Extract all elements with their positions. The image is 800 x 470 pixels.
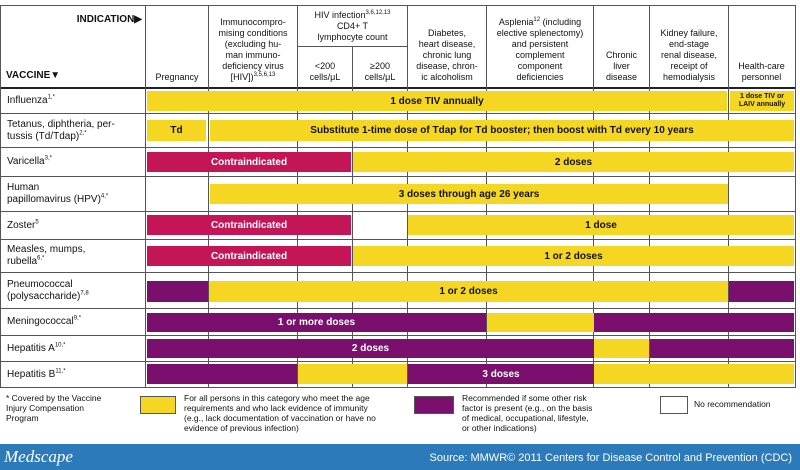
- bar-hepa: 2 doses: [147, 339, 594, 358]
- bar-hepa-rest: [650, 339, 794, 358]
- legend-none-text: No recommendation: [694, 399, 771, 409]
- grid-line: [0, 387, 796, 388]
- bar-pneumo: 1 or 2 doses: [209, 281, 728, 302]
- bar-influenza: 1 dose TIV annually: [147, 91, 727, 111]
- row-hepa-label: Hepatitis $A^{10,*}$: [7, 342, 66, 354]
- row-influenza-label: Influenza$^{1,*}$: [7, 94, 55, 106]
- row-mening-label: Meningococcal$^{9,*}$: [7, 315, 82, 327]
- bar-hepb-rest: [594, 364, 794, 384]
- bar-zoster-contra: Contraindicated: [147, 215, 351, 235]
- grid-line: [298, 46, 408, 47]
- row-tdap-label: Tetanus, diphtheria, per- tussis (Td/Tdap)$^{2,*}$: [7, 118, 115, 142]
- grid-line: [145, 5, 146, 387]
- col-immuno: Immunocompro- mising conditions (excluding hu- man immuno- deficiency virus [HIV])$^{3,5,6,13}$: [218, 17, 288, 82]
- row-pneumo-label: Pneumococcal (polysaccharide)$^{7,8}$: [7, 278, 89, 302]
- legend-yellow-swatch: [140, 396, 176, 414]
- bar-varicella-contra: Contraindicated: [147, 152, 351, 172]
- col-hiv-ge200: ≥200 cells/μL: [364, 61, 396, 82]
- bar-hpv: 3 doses through age 26 years: [210, 184, 728, 204]
- bar-pneumo-preg: [147, 281, 208, 302]
- row-hpv-label: Human papillomavirus (HPV)$^{4,*}$: [7, 182, 109, 205]
- medscape-logo[interactable]: Medscape: [4, 447, 73, 466]
- bar-hepb-hiv: [298, 364, 407, 384]
- bar-mening-rest: [594, 313, 794, 332]
- bar-mening: 1 or more doses: [147, 313, 486, 332]
- source-credit: Source: MMWR© 2011 Centers for Disease Control and Prevention (CDC): [429, 452, 792, 464]
- bar-hepb: 3 doses: [408, 364, 594, 384]
- bar-tdap: Substitute 1-time dose of Tdap for Td booster; then boost with Td every 10 years: [210, 120, 794, 141]
- col-asplenia: Asplenia$^{12}$ (including elective splenectomy) and persistent complement component deficiencies: [496, 17, 584, 82]
- row-zoster-label: Zoster$^5$: [7, 219, 39, 231]
- grid-line: [795, 5, 796, 387]
- col-hiv-lt200: <200 cells/μL: [309, 61, 341, 82]
- col-hcp: Health-care personnel: [738, 61, 785, 82]
- vaccine-label: VACCINE▼: [6, 70, 61, 81]
- row-varicella-label: Varicella$^{3,*}$: [7, 155, 52, 167]
- row-mmr-label: Measles, mumps, rubella$^{6,*}$: [7, 244, 86, 267]
- bar-influenza-hcp: 1 dose TIV or LAIV annually: [730, 91, 794, 111]
- legend-purple-swatch: [414, 396, 454, 414]
- row-hepb-label: Hepatitis $B^{11,*}$: [7, 368, 66, 380]
- bar-varicella-doses: 2 doses: [353, 152, 794, 172]
- col-hiv: HIV infection$^{3,6,12,13}$ CD4+ T lymphocyte count: [314, 10, 391, 42]
- bar-mmr-doses: 1 or 2 doses: [353, 246, 794, 266]
- legend-yellow-text: For all persons in this category who meet the age requirements and who lack evidence of immunity (e.g., lack documentation of vaccination or have no evidence of previous infection): [184, 393, 376, 433]
- legend-purple-text: Recommended if some other risk factor is present (e.g., on the basis of medical, occupational, lifestyle, or other indications): [462, 393, 593, 433]
- col-pregnancy: Pregnancy: [155, 72, 199, 82]
- legend-none-swatch: [660, 396, 688, 414]
- grid-line: [0, 5, 796, 6]
- legend-covered: * Covered by the Vaccine Injury Compensation Program: [6, 393, 102, 423]
- col-liver: Chronic liver disease: [605, 50, 638, 82]
- col-diabetes: Diabetes, heart disease, chronic lung disease, chron- ic alcoholism: [416, 28, 478, 82]
- bar-pneumo-hcp: [729, 281, 794, 302]
- indication-label: INDICATION▶: [76, 14, 142, 25]
- bar-mmr-contra: Contraindicated: [147, 246, 351, 266]
- bar-td: Td: [147, 120, 206, 141]
- bar-hepb-a: [147, 364, 297, 384]
- bar-zoster-dose: 1 dose: [408, 215, 794, 235]
- bar-hepa-liver: [594, 339, 649, 358]
- bar-mening-asplenia: [487, 313, 594, 332]
- col-kidney: Kidney failure, end-stage renal disease, receipt of hemodialysis: [660, 28, 718, 82]
